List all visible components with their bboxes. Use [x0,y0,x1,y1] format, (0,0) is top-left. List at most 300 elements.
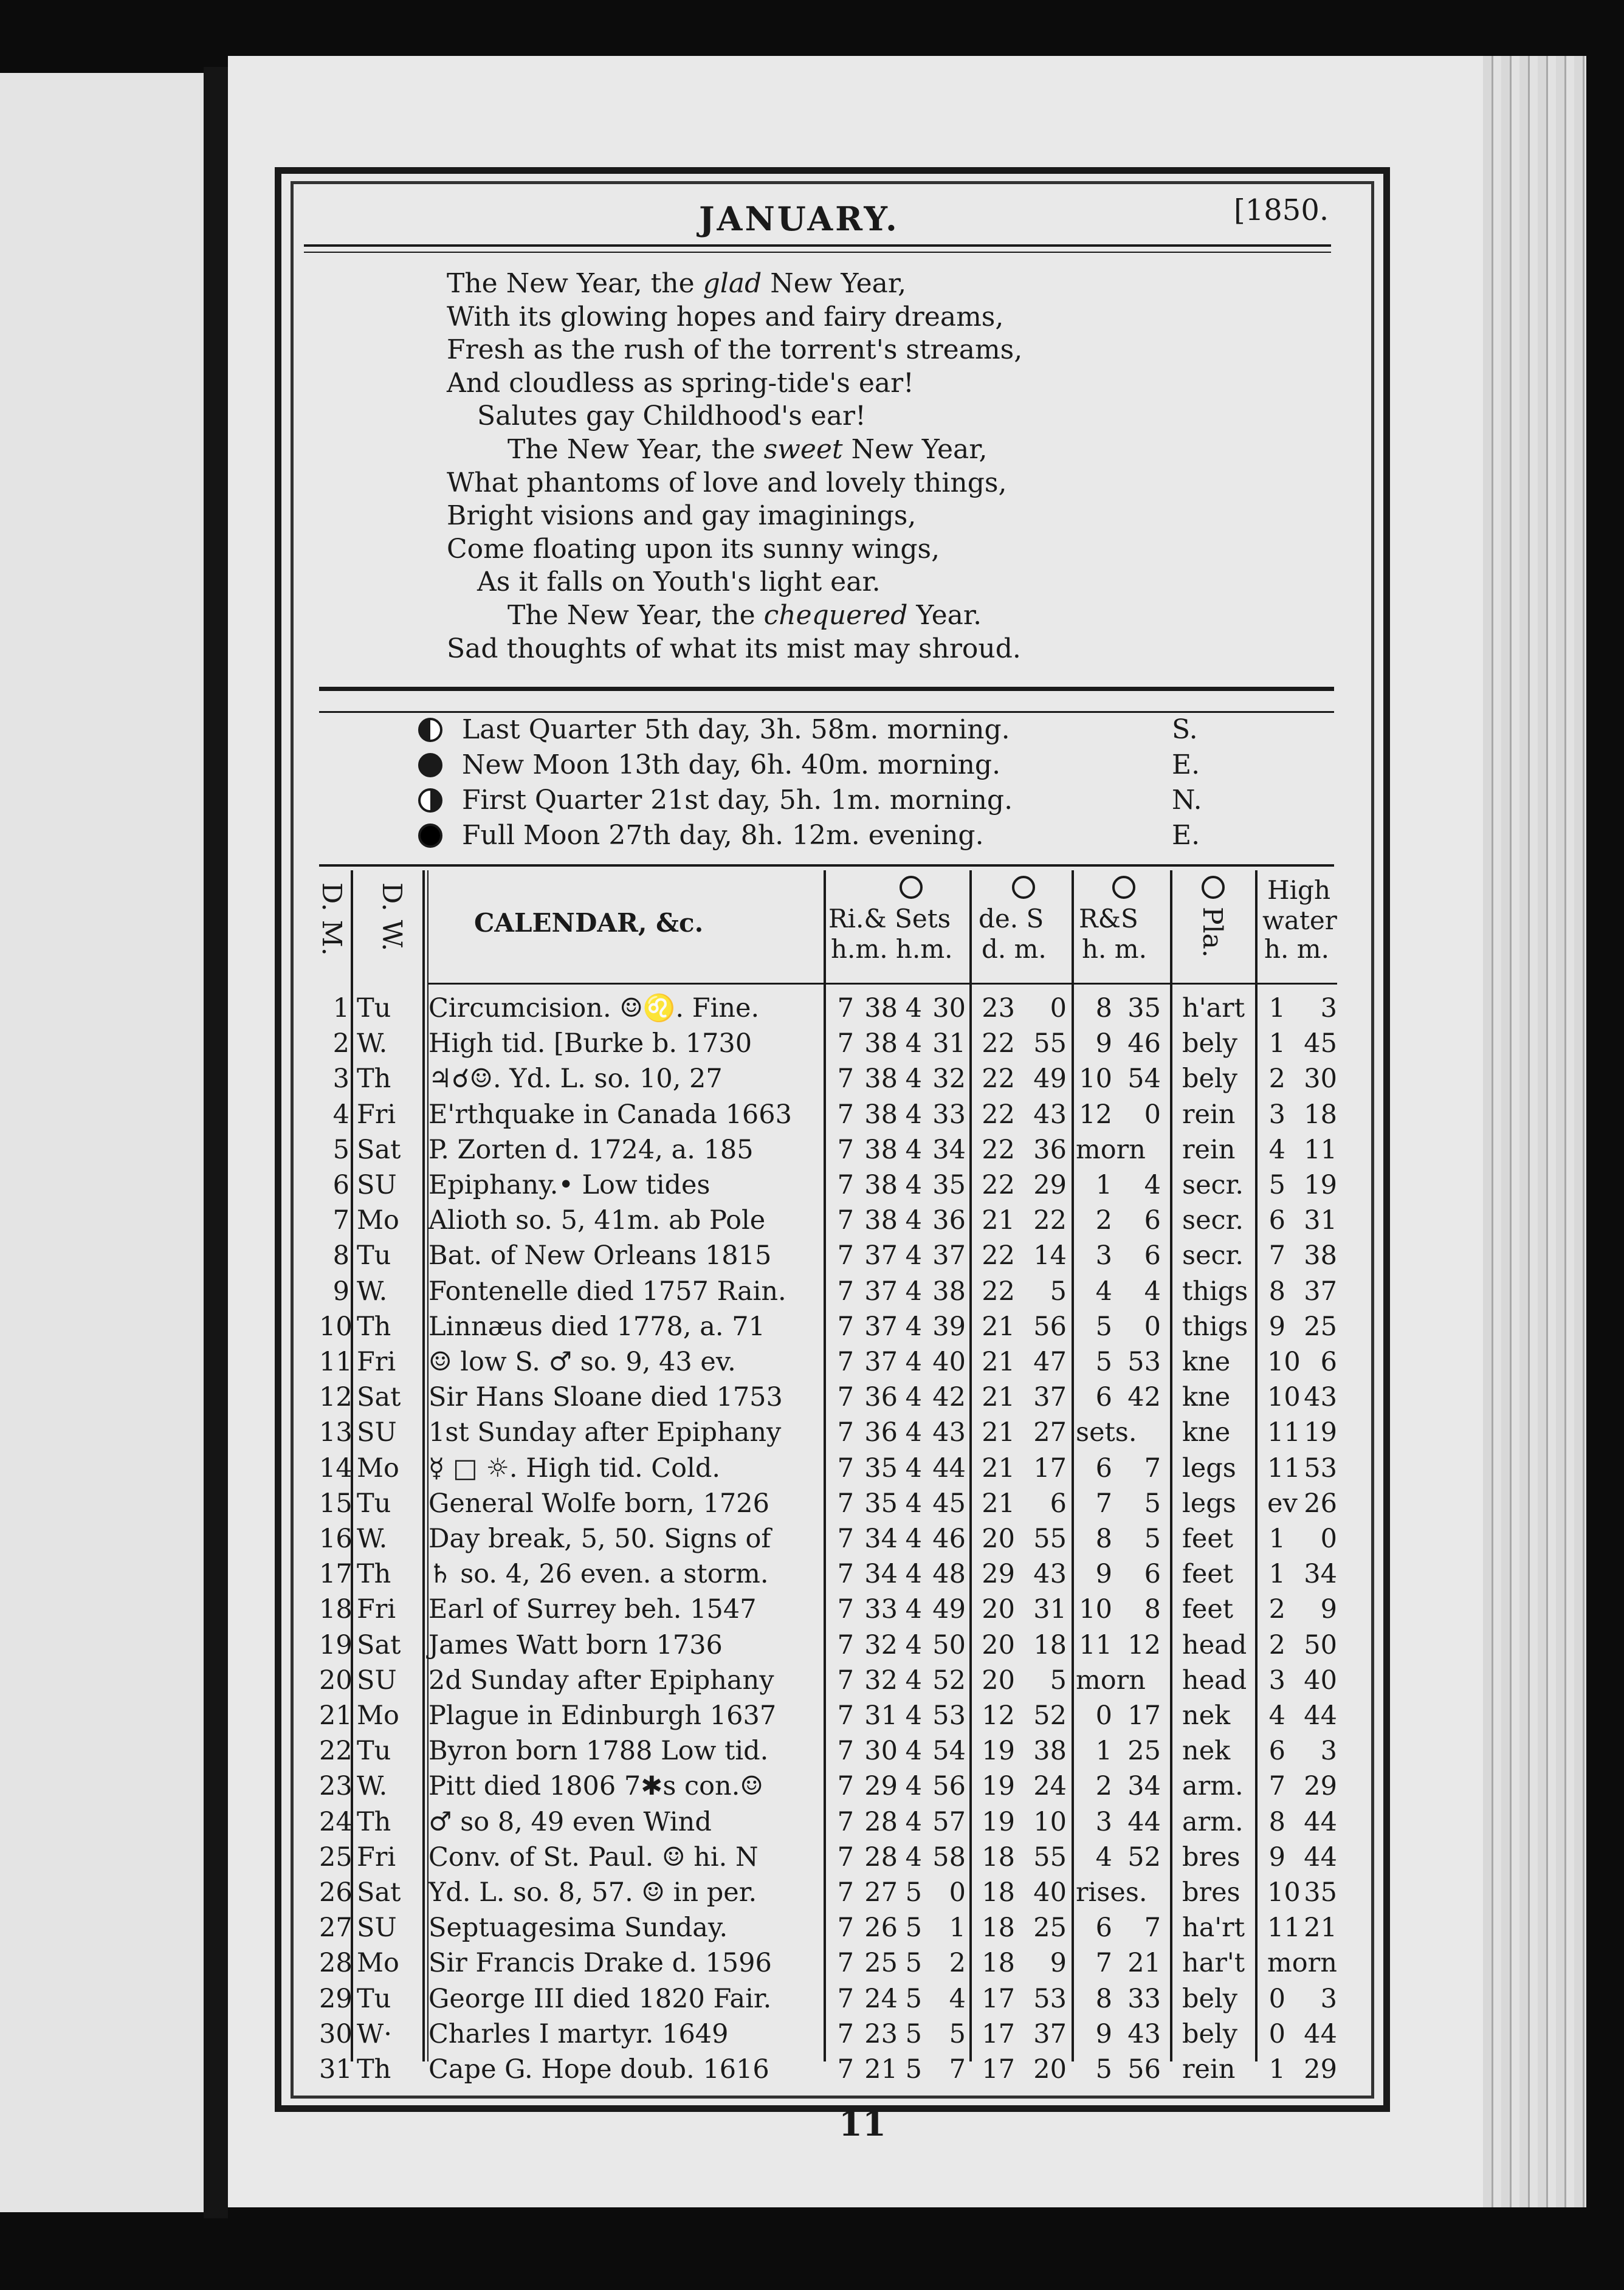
declination-minutes: 5 [1050,1276,1067,1307]
declination-minutes: 10 [1033,1806,1067,1837]
moon-rise-set-minute: 43 [1127,2018,1161,2049]
high-water-hour: 3 [1268,1099,1285,1130]
declination-minutes: 55 [1033,1524,1067,1554]
event: 1st Sunday after Epiphany [428,1417,782,1448]
high-water-minute: 3 [1320,993,1337,1023]
declination-header: de. S [979,904,1044,934]
sunset-minute: 37 [932,1240,966,1271]
sunset-minute: 36 [932,1205,966,1236]
sunset-hour: 4 [905,1771,922,1802]
day-of-week: Fri [357,1099,396,1130]
sunrise-hour: 7 [837,1170,854,1200]
sunrise-minute: 38 [864,1170,898,1200]
sunset-minute: 58 [932,1841,966,1872]
high-water-hour: 11 [1267,1913,1301,1944]
high-water-hour: 6 [1268,1736,1285,1767]
sunrise-hour: 7 [837,1700,854,1731]
day-of-week: W· [357,2018,392,2049]
event: ♃☌☺. Yd. L. so. 10, 27 [428,1064,723,1095]
sunset-hour: 4 [905,1629,922,1660]
poem-line: Come floating upon its sunny wings, [447,533,940,565]
calendar-row [319,1771,1341,1806]
event: Sir Francis Drake d. 1596 [428,1948,772,1979]
calendar-row [319,2054,1341,2089]
sunset-minute: 54 [932,1736,966,1767]
calendar-row [319,1028,1341,1064]
moon-phase-direction: E. [1172,820,1200,851]
high-water-minute: 18 [1304,1099,1337,1130]
day-of-month: 16 [319,1524,353,1554]
moon-rise-set-minute: 35 [1127,993,1161,1023]
day-of-week: Fri [357,1841,396,1872]
high-water-hour: 2 [1268,1594,1285,1625]
calendar-row [319,1453,1341,1488]
sunset-hour: 4 [905,1382,922,1413]
moon-rise-set-minute: 56 [1127,2054,1161,2085]
day-of-week: Fri [357,1594,396,1625]
moon-rise-set-minute: 34 [1127,1771,1161,1802]
moon-rise-set-minute: 7 [1144,1453,1161,1484]
high-water-minute: 50 [1304,1629,1337,1660]
event: Plague in Edinburgh 1637 [428,1700,777,1731]
sunset-hour: 4 [905,1841,922,1872]
declination-minutes: 37 [1033,1382,1067,1413]
high-water-minute: 44 [1304,2018,1337,2049]
high-water-header: High [1267,875,1330,905]
moon-rise-set-hour: 8 [1095,993,1112,1023]
sunrise-hour: 7 [837,1948,854,1979]
sunrise-hour: 7 [837,1841,854,1872]
declination-units-header: d. m. [982,934,1047,964]
moon-place: feet [1182,1594,1234,1625]
high-water-minute: 44 [1304,1841,1337,1872]
sunrise-minute: 31 [864,1700,898,1731]
high-water-hour: 11 [1267,1453,1301,1484]
declination-minutes: 56 [1033,1311,1067,1342]
moon-rise-set-minute: 12 [1127,1629,1161,1660]
day-of-month: 15 [319,1488,353,1519]
day-of-month: 19 [319,1629,353,1660]
moon-place: feet [1182,1524,1234,1554]
event: ☿ □ ☼. High tid. Cold. [428,1453,721,1484]
high-water-hour: 6 [1268,1205,1285,1236]
high-water-minute: 26 [1304,1488,1337,1519]
sunset-minute: 1 [949,1913,966,1944]
declination-degrees: 22 [982,1099,1015,1130]
sun-declination-icon [1012,875,1035,905]
moon-rise-set-hour: 5 [1095,1347,1112,1377]
event: Linnæus died 1778, a. 71 [428,1311,765,1342]
sunset-hour: 4 [905,1170,922,1200]
moon-place: nek [1182,1700,1231,1731]
sunrise-hour: 7 [837,1099,854,1130]
calendar-row [319,1842,1341,1877]
sunrise-hour: 7 [837,2018,854,2049]
calendar-row [319,2019,1341,2054]
moon-rise-set-hour: 4 [1095,1276,1112,1307]
sunrise-minute: 38 [864,1134,898,1165]
calendar-row [319,1312,1341,1347]
day-of-week: Th [357,1559,391,1590]
moon-place: legs [1182,1488,1236,1519]
moon-place-header: Pla. [1197,907,1228,958]
year-label: [1850. [1234,193,1329,227]
declination-degrees: 18 [982,1948,1015,1979]
declination-degrees: 21 [982,1488,1015,1519]
day-of-month: 17 [319,1559,353,1590]
high-water-minute: 38 [1304,1240,1337,1271]
high-water-hour: 7 [1268,1240,1285,1271]
moon-place: thigs [1182,1276,1248,1307]
high-water-hour: 1 [1268,1524,1285,1554]
sunrise-minute: 38 [864,993,898,1023]
high-water-minute: 29 [1304,2054,1337,2085]
high-water-hour: 4 [1268,1134,1285,1165]
sunset-hour: 4 [905,1311,922,1342]
moon-rise-set-minute: 7 [1144,1913,1161,1944]
moon-place: har't [1182,1948,1245,1979]
sunrise-minute: 27 [864,1877,898,1908]
moon-place: bres [1182,1877,1240,1908]
sunrise-hour: 7 [837,1276,854,1307]
high-water-hour: 0 [1268,1983,1285,2014]
moon-rise-set-hour: 4 [1095,1841,1112,1872]
high-water-hour: 2 [1268,1064,1285,1095]
sunrise-hour: 7 [837,1629,854,1660]
event: E'rthquake in Canada 1663 [428,1099,793,1130]
moon-rise-set-hour: 2 [1095,1771,1112,1802]
moon-place: legs [1182,1453,1236,1484]
header-rule [428,983,1337,985]
high-water-hour: 9 [1268,1841,1285,1872]
event: Earl of Surrey beh. 1547 [428,1594,757,1625]
day-of-month: 12 [319,1382,353,1413]
moon-place: bely [1182,2018,1238,2049]
sunrise-hour: 7 [837,1488,854,1519]
moon-rise-set-minute: 6 [1144,1205,1161,1236]
day-of-week: W. [357,1276,388,1307]
sunrise-hour: 7 [837,1028,854,1059]
sunset-minute: 57 [932,1806,966,1837]
moon-place: kne [1182,1347,1231,1377]
moon-place: ha'rt [1182,1913,1245,1944]
moon-rise-set-hour: 1 [1095,1170,1112,1200]
moon-place: kne [1182,1417,1231,1448]
event: Byron born 1788 Low tid. [428,1736,769,1767]
high-water-minute: 34 [1304,1559,1337,1590]
day-of-month: 22 [319,1736,353,1767]
sunset-hour: 4 [905,993,922,1023]
sunrise-hour: 7 [837,1453,854,1484]
declination-minutes: 22 [1033,1205,1067,1236]
sunrise-hour: 7 [837,1205,854,1236]
calendar-row [319,1665,1341,1700]
day-of-week: Tu [357,1488,391,1519]
declination-degrees: 20 [982,1629,1015,1660]
declination-degrees: 20 [982,1524,1015,1554]
sunrise-hour: 7 [837,1665,854,1696]
calendar-row [319,1170,1341,1205]
moon-rise-set-hour: morn [1076,1134,1146,1165]
declination-degrees: 19 [982,1806,1015,1837]
day-of-month: 10 [319,1311,353,1342]
moon-place: secr. [1182,1205,1244,1236]
calendar-row [319,1807,1341,1842]
declination-minutes: 43 [1033,1099,1067,1130]
moon-phase-direction: N. [1172,785,1202,816]
poem-line: Fresh as the rush of the torrent's streams, [447,334,1023,366]
event: Conv. of St. Paul. ☺ hi. N [428,1841,759,1872]
moon-place: thigs [1182,1311,1248,1342]
event: ♂ so 8, 49 even Wind [428,1806,712,1837]
moon-rise-set-hour: 3 [1095,1240,1112,1271]
day-of-week: Sat [357,1877,401,1908]
moon-rise-set-minute: 33 [1127,1983,1161,2014]
moon-rise-set-minute: 5 [1144,1488,1161,1519]
moon-rise-set-hour: 0 [1095,1700,1112,1731]
declination-minutes: 25 [1033,1913,1067,1944]
declination-minutes: 9 [1050,1948,1067,1979]
moon-rise-set-hour: morn [1076,1665,1146,1696]
declination-minutes: 53 [1033,1983,1067,2014]
poem [447,267,1022,665]
sunrise-hour: 7 [837,1736,854,1767]
high-water-minute: 40 [1304,1665,1337,1696]
sunset-minute: 35 [932,1170,966,1200]
sunset-hour: 5 [905,1913,922,1944]
declination-minutes: 24 [1033,1771,1067,1802]
moon-rise-set-minute: 54 [1127,1064,1161,1095]
high-water-hour: 3 [1268,1665,1285,1696]
declination-degrees: 17 [982,1983,1015,2014]
calendar-row [319,993,1341,1028]
high-water-minute: 11 [1304,1134,1337,1165]
calendar-row [319,1630,1341,1665]
calendar-row [319,1417,1341,1453]
sunrise-minute: 30 [864,1736,898,1767]
declination-minutes: 49 [1033,1064,1067,1095]
high-water-hour: 5 [1268,1170,1285,1200]
moon-icon [1112,875,1135,905]
declination-minutes: 55 [1033,1028,1067,1059]
sunset-hour: 4 [905,1736,922,1767]
sunset-hour: 4 [905,1417,922,1448]
sun-icon [900,875,923,905]
sunset-hour: 4 [905,1453,922,1484]
sunset-minute: 38 [932,1276,966,1307]
day-of-month: 24 [319,1806,353,1837]
declination-degrees: 12 [982,1700,1015,1731]
title-rule-thin [304,252,1331,253]
moon-rise-set-hour: 9 [1095,1028,1112,1059]
declination-minutes: 43 [1033,1559,1067,1590]
calendar-row [319,1736,1341,1771]
declination-minutes: 14 [1033,1240,1067,1271]
sunset-minute: 40 [932,1347,966,1377]
moon-rise-set-hour: 8 [1095,1524,1112,1554]
sunrise-hour: 7 [837,1134,854,1165]
moon-place: rein [1182,2054,1236,2085]
moon-rise-set-hour: 9 [1095,2018,1112,2049]
poem-line: The New Year, the sweet New Year, [507,433,988,465]
moon-rise-set-header: R&S [1079,904,1138,934]
sunrise-minute: 37 [864,1311,898,1342]
day-of-week: Fri [357,1347,396,1377]
page-gutter [204,67,228,2218]
calendar-row [319,1240,1341,1276]
moon-rise-set-minute: 52 [1127,1841,1161,1872]
declination-degrees: 19 [982,1771,1015,1802]
high-water-minute: 9 [1320,1594,1337,1625]
moon-place: feet [1182,1559,1234,1590]
event: George III died 1820 Fair. [428,1983,772,2014]
event: P. Zorten d. 1724, a. 185 [428,1134,754,1165]
high-water-minute: 35 [1304,1877,1337,1908]
moon-phase-row [418,785,1208,820]
high-water-hour: morn [1267,1948,1337,1979]
sun-rise-set-header: Ri.& Sets [828,904,951,934]
moon-place: bely [1182,1028,1238,1059]
day-of-week: W. [357,1028,388,1059]
moon-place: kne [1182,1382,1231,1413]
sunset-hour: 5 [905,1983,922,2014]
calendar-row [319,1948,1341,1983]
day-of-month: 7 [332,1205,349,1236]
sunrise-hour: 7 [837,1382,854,1413]
moon-place: head [1182,1629,1247,1660]
sunrise-hour: 7 [837,1877,854,1908]
day-of-month: 1 [332,993,349,1023]
declination-degrees: 21 [982,1417,1015,1448]
full-moon-icon [418,824,442,848]
sunrise-minute: 25 [864,1948,898,1979]
poem-line: Sad thoughts of what its mist may shroud. [447,633,1021,664]
day-of-week: Tu [357,1983,391,2014]
day-of-month-header: D. M. [316,882,347,956]
day-of-week: Tu [357,1736,391,1767]
high-water-minute: 6 [1320,1347,1337,1377]
day-of-month: 18 [319,1594,353,1625]
moon-units-header: h. m. [1082,934,1147,964]
sunset-minute: 53 [932,1700,966,1731]
moon-rise-set-hour: 3 [1095,1806,1112,1837]
day-of-week: W. [357,1771,388,1802]
high-water-minute: 3 [1320,1983,1337,2014]
sunset-minute: 52 [932,1665,966,1696]
calendar-row [319,1205,1341,1240]
sunset-minute: 56 [932,1771,966,1802]
moon-rise-set-hour: rises. [1076,1877,1147,1908]
declination-minutes: 5 [1050,1665,1067,1696]
high-water-minute: 29 [1304,1771,1337,1802]
calendar-row [319,1347,1341,1382]
sunset-hour: 4 [905,1665,922,1696]
high-water-hour: 10 [1267,1382,1301,1413]
sunset-minute: 32 [932,1064,966,1095]
declination-degrees: 23 [982,993,1015,1023]
day-of-month: 30 [319,2018,353,2049]
moon-rise-set-minute: 5 [1144,1524,1161,1554]
declination-minutes: 20 [1033,2054,1067,2085]
day-of-week: Sat [357,1629,401,1660]
sunrise-minute: 33 [864,1594,898,1625]
event: Alioth so. 5, 41m. ab Pole [428,1205,766,1236]
declination-degrees: 22 [982,1170,1015,1200]
day-of-week: SU [357,1417,397,1448]
poem-line: The New Year, the glad New Year, [447,268,907,299]
new-moon-icon [418,753,442,777]
moon-rise-set-minute: 6 [1144,1559,1161,1590]
declination-minutes: 52 [1033,1700,1067,1731]
moon-phase-row [418,820,1208,855]
sunrise-minute: 36 [864,1382,898,1413]
moon-place: head [1182,1665,1247,1696]
high-water-minute: 3 [1320,1736,1337,1767]
moon-rise-set-minute: 6 [1144,1240,1161,1271]
declination-degrees: 21 [982,1453,1015,1484]
day-of-month: 11 [319,1347,353,1377]
high-water-minute: 31 [1304,1205,1337,1236]
sunrise-minute: 23 [864,2018,898,2049]
moon-rise-set-hour: 9 [1095,1559,1112,1590]
day-of-week: W. [357,1524,388,1554]
high-water-minute: 37 [1304,1276,1337,1307]
calendar-row [319,1559,1341,1594]
event: Epiphany.• Low tides [428,1170,710,1200]
declination-degrees: 21 [982,1311,1015,1342]
high-water-hour: 10 [1267,1877,1301,1908]
day-of-month: 4 [332,1099,349,1130]
high-water-hour: 8 [1268,1806,1285,1837]
sunrise-hour: 7 [837,1806,854,1837]
declination-minutes: 38 [1033,1736,1067,1767]
event: ♄ so. 4, 26 even. a storm. [428,1559,769,1590]
event: Charles I martyr. 1649 [428,2018,729,2049]
sunrise-minute: 35 [864,1453,898,1484]
sunrise-hour: 7 [837,1983,854,2014]
calendar-row [319,1064,1341,1099]
day-of-week: Tu [357,993,391,1023]
sunset-hour: 4 [905,1134,922,1165]
sunset-hour: 4 [905,1524,922,1554]
sunrise-minute: 38 [864,1064,898,1095]
moon-place: arm. [1182,1806,1244,1837]
first-quarter-moon-icon [418,788,442,813]
moon-rise-set-minute: 8 [1144,1594,1161,1625]
sunset-minute: 49 [932,1594,966,1625]
sunrise-hour: 7 [837,1347,854,1377]
high-water-minute: 43 [1304,1382,1337,1413]
declination-minutes: 29 [1033,1170,1067,1200]
high-water-hour: 1 [1268,1028,1285,1059]
event: High tid. [Burke b. 1730 [428,1028,752,1059]
high-water-minute: 25 [1304,1311,1337,1342]
sunset-hour: 4 [905,1240,922,1271]
event: Circumcision. ☺♌. Fine. [428,993,760,1023]
poem-line: The New Year, the chequered Year. [507,599,982,631]
moon-rise-set-hour: 2 [1095,1205,1112,1236]
moon-phase-text: First Quarter 21st day, 5h. 1m. morning. [462,785,1013,816]
event: James Watt born 1736 [428,1629,723,1660]
sunrise-minute: 34 [864,1559,898,1590]
high-water-minute: 44 [1304,1700,1337,1731]
declination-minutes: 55 [1033,1841,1067,1872]
day-of-week: SU [357,1665,397,1696]
calendar-row [319,1913,1341,1948]
high-water-hour: 1 [1268,993,1285,1023]
declination-degrees: 17 [982,2054,1015,2085]
high-water-hour: 1 [1268,1559,1285,1590]
